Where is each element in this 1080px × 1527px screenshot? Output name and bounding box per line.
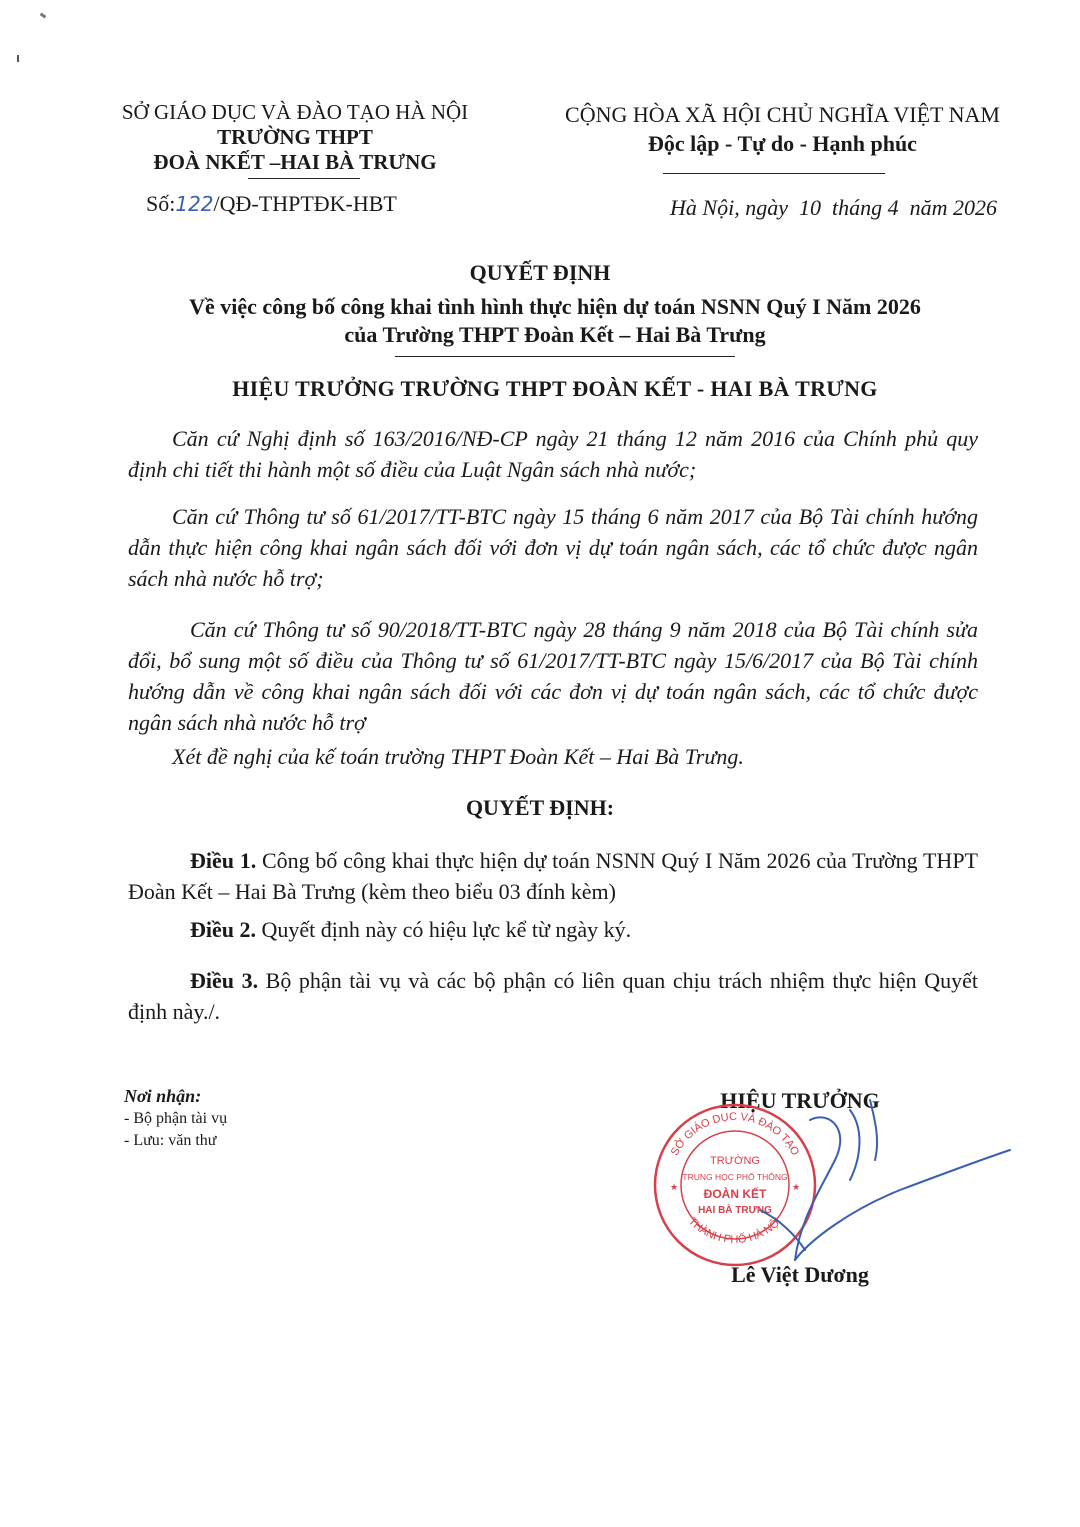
header-left	[100, 100, 490, 175]
header-right-rule	[663, 173, 885, 174]
seal-line: TRUNG HỌC PHỔ THÔNG	[682, 1172, 788, 1182]
country-name: CỘNG HÒA XÃ HỘI CHỦ NGHĨA VIỆT NAM	[565, 102, 1000, 127]
article-label: Điều 1.	[190, 848, 257, 873]
number-suffix: /QĐ-THPTĐK-HBT	[213, 191, 397, 216]
title-main: QUYẾT ĐỊNH	[469, 260, 611, 285]
article-text: Bộ phận tài vụ và các bộ phận có liên quan chịu trách nhiệm thực hiện Quyết định này./.	[128, 968, 979, 1024]
article-label: Điều 2.	[190, 917, 256, 942]
decision-heading: QUYẾT ĐỊNH:	[465, 795, 615, 820]
scan-speck	[17, 55, 19, 62]
title-sub2: của Trường THPT Đoàn Kết – Hai Bà Trưng	[344, 322, 766, 347]
school-name-line2: ĐOÀ NKẾT –HAI BÀ TRƯNG	[153, 150, 437, 174]
school-name-line1: TRƯỜNG THPT	[217, 125, 373, 149]
article-1	[128, 845, 978, 907]
motto: Độc lập - Tự do - Hạnh phúc	[648, 131, 917, 156]
recipients-title: Nơi nhận:	[124, 1086, 202, 1106]
recipient-item: - Lưu: văn thư	[124, 1132, 217, 1149]
authority-heading: HIỆU TRƯỞNG TRƯỜNG THPT ĐOÀN KẾT - HAI BÀ TRƯNG	[232, 376, 878, 401]
svg-text:★: ★	[792, 1182, 801, 1192]
scan-speck	[40, 13, 47, 19]
svg-text:THÀNH PHỐ HÀ NỘI: THÀNH PHỐ HÀ NỘI	[685, 1215, 785, 1246]
svg-text:SỞ GIÁO DỤC VÀ ĐÀO TẠO: SỞ GIÁO DỤC VÀ ĐÀO TẠO	[668, 1110, 802, 1158]
article-text: Công bố công khai thực hiện dự toán NSNN Quý I Năm 2026 của Trường THPT Đoàn Kết – Hai Bà Trưng (kèm theo biểu 03 đính kèm)	[128, 848, 978, 904]
seal-line: TRƯỜNG	[710, 1155, 760, 1167]
header-right	[555, 100, 1010, 158]
basis-paragraph: Căn cứ Nghị định số 163/2016/NĐ-CP ngày 21 tháng 12 năm 2016 của Chính phủ quy định chi tiết thi hành một số điều của Luật Ngân sách nhà nước;	[128, 426, 978, 482]
recipients	[124, 1084, 227, 1152]
article-2	[128, 914, 978, 945]
document-number	[146, 191, 397, 217]
header-left-rule	[248, 178, 360, 179]
basis-paragraph: Căn cứ Thông tư số 90/2018/TT-BTC ngày 28 tháng 9 năm 2018 của Bộ Tài chính sửa đổi, bổ sung một số điều của Thông tư số 61/2017/TT-BTC ngày 15/6/2017 của Bộ Tài chính hướng dẫn về công khai ngân sách đối với các đơn vị dự toán ngân sách, các tổ chức được ngân sách nhà nước hỗ trợ	[128, 617, 978, 735]
title-rule	[395, 356, 735, 357]
number-handwritten: 122	[175, 192, 214, 216]
article-3	[128, 965, 978, 1027]
article-text: Quyết định này có hiệu lực kể từ ngày ký.	[256, 917, 632, 942]
signature-title: HIỆU TRƯỞNG	[720, 1088, 880, 1113]
seal-line: ĐOÀN KẾT	[703, 1187, 767, 1201]
number-prefix: Số:	[146, 191, 176, 216]
basis-paragraph: Xét đề nghị của kế toán trường THPT Đoàn Kết – Hai Bà Trưng.	[172, 744, 744, 769]
article-label: Điều 3.	[190, 968, 259, 993]
handwritten-signature	[700, 1090, 1020, 1290]
signer-name: Lê Việt Dương	[731, 1262, 869, 1287]
date-line: Hà Nội, ngày 10 tháng 4 năm 2026	[670, 195, 997, 220]
svg-text:★: ★	[670, 1182, 679, 1192]
ministry-name: SỞ GIÁO DỤC VÀ ĐÀO TẠO HÀ NỘI	[121, 100, 469, 124]
seal-line: HAI BÀ TRƯNG	[698, 1205, 772, 1216]
recipient-item: - Bộ phận tài vụ	[124, 1110, 228, 1127]
title-sub1: Về việc công bố công khai tình hình thực hiện dự toán NSNN Quý I Năm 2026	[189, 294, 921, 319]
basis-paragraph: Căn cứ Thông tư số 61/2017/TT-BTC ngày 15 tháng 6 năm 2017 của Bộ Tài chính hướng dẫn thực hiện công khai ngân sách đối với đơn vị dự toán ngân sách, các tổ chức được ngân sách nhà nước hỗ trợ;	[128, 504, 978, 591]
